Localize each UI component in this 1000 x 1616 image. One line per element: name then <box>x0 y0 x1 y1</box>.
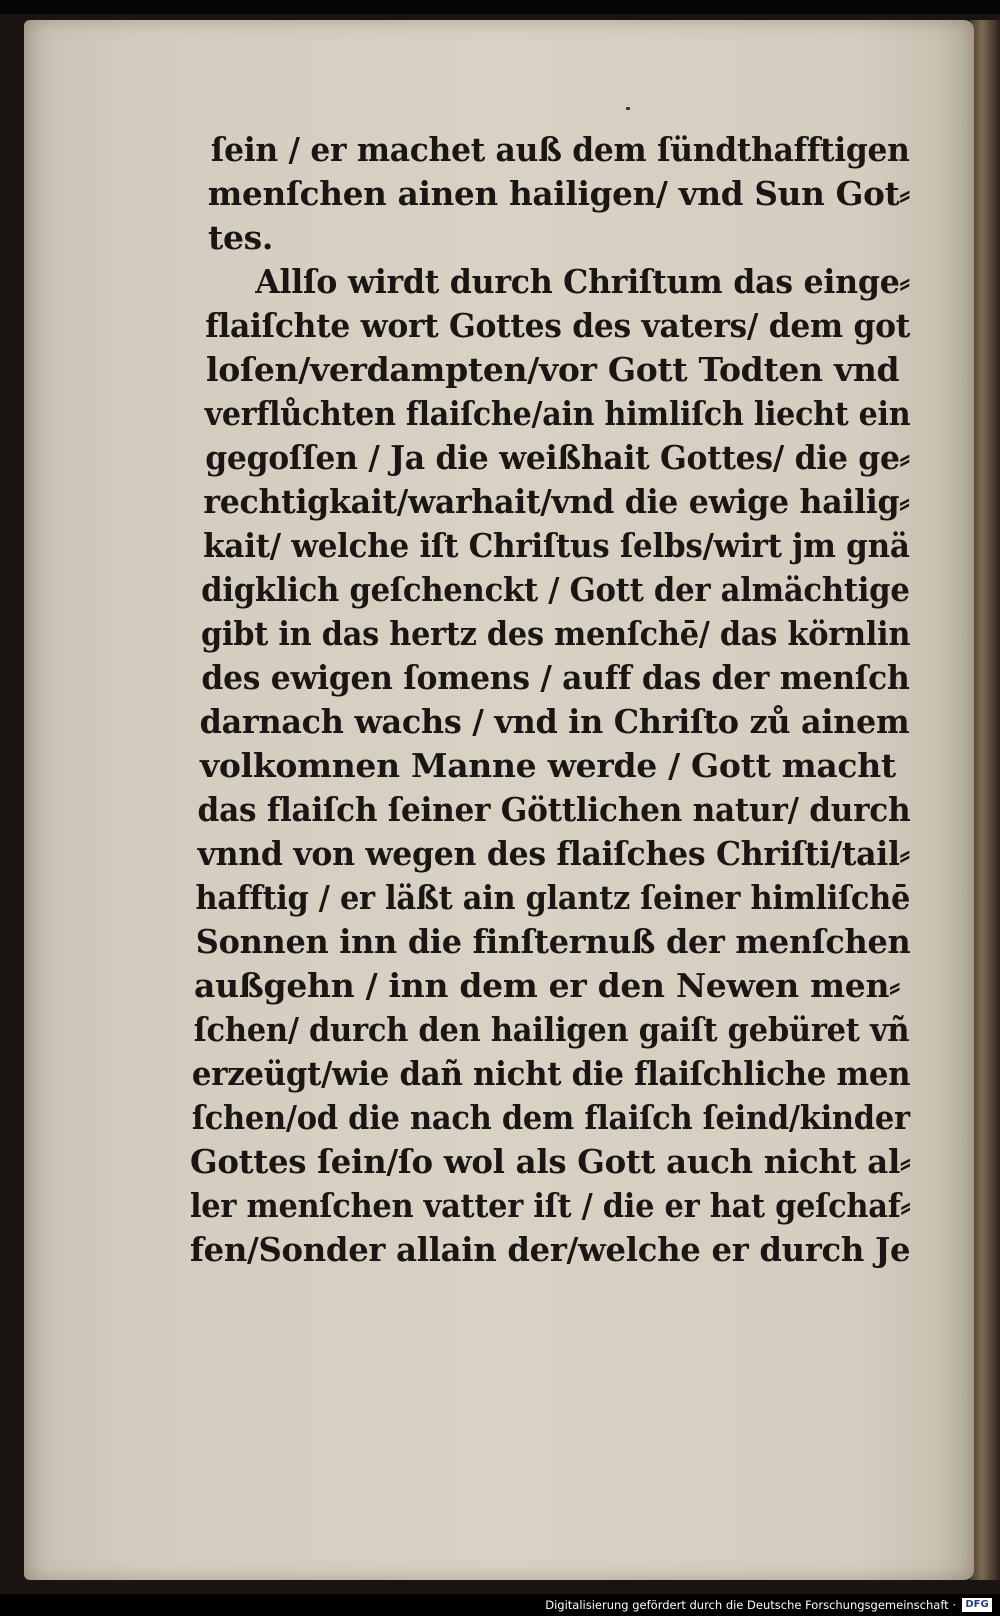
text-line: darnach wachs / vnd in Chriſto zů ainem <box>199 702 910 741</box>
book-edge <box>970 20 1000 1580</box>
text-line: außgehn / inn dem er den Newen men⸗ <box>194 966 900 1005</box>
footer-bar <box>0 1594 1000 1616</box>
text-line: erzeügt/wie dañ nicht die flaiſchliche men <box>191 1054 911 1093</box>
text-line: ſchen/od die nach dem flaiſch ſeind/kinder <box>191 1098 910 1137</box>
text-line: Allſo wirdt durch Chriſtum das einge⸗ <box>255 262 910 301</box>
text-line: gibt in das hertz des menſchē/ das körnlin <box>201 614 911 653</box>
text-line: loſen/verdampten/vor Gott Todten vnd <box>206 350 900 389</box>
text-line: menſchen ainen hailigen/ vnd Sun Got⸗ <box>207 174 911 213</box>
text-line: ſchen/ durch den hailigen gaiſt gebüret vñ <box>193 1010 910 1049</box>
text-line: ler menſchen vatter iſt / die er hat geſchaf⸗ <box>190 1186 911 1225</box>
text-line: kait/ welche iſt Chriſtus ſelbs/wirt jm gnä <box>203 526 910 565</box>
text-line: vnnd von wegen des flaiſches Chriſti/tail⸗ <box>197 834 910 873</box>
text-line: flaiſchte wort Gottes des vaters/ dem got <box>205 306 910 345</box>
text-line: digklich geſchenckt / Gott der almächtige <box>201 570 910 609</box>
text-line: tes. <box>208 218 274 257</box>
text-line: ſein / er machet auß dem ſündthafftigen <box>210 130 910 169</box>
text-line: gegoſſen / Ja die weißhait Gottes/ die ge⸗ <box>205 438 910 477</box>
text-line: volkomnen Manne werde / Gott macht <box>200 746 896 785</box>
text-line: rechtigkait/warhait/vnd die ewige hailig⸗ <box>203 482 910 521</box>
funding-credit: Digitalisierung gefördert durch die Deutsche Forschungsgemeinschaft · <box>545 1598 956 1612</box>
text-line: verflůchten flaiſche/ain himliſch liecht ein <box>204 394 911 433</box>
ink-mark <box>626 107 630 110</box>
text-line: fen/Sonder allain der/welche er durch Je <box>190 1230 911 1269</box>
dfg-logo: DFG <box>962 1598 992 1612</box>
text-line: des ewigen ſomens / auff das der menſch <box>201 658 910 697</box>
page-text <box>190 128 930 1272</box>
text-line: Gottes ſein/ſo wol als Gott auch nicht al⸗ <box>190 1142 911 1181</box>
text-line: Sonnen inn die finſternuß der menſchen <box>195 922 911 961</box>
text-line: das flaiſch ſeiner Göttlichen natur/ durch <box>197 790 911 829</box>
text-line: hafftig / er läßt ain glantz ſeiner himliſchē <box>195 878 911 917</box>
